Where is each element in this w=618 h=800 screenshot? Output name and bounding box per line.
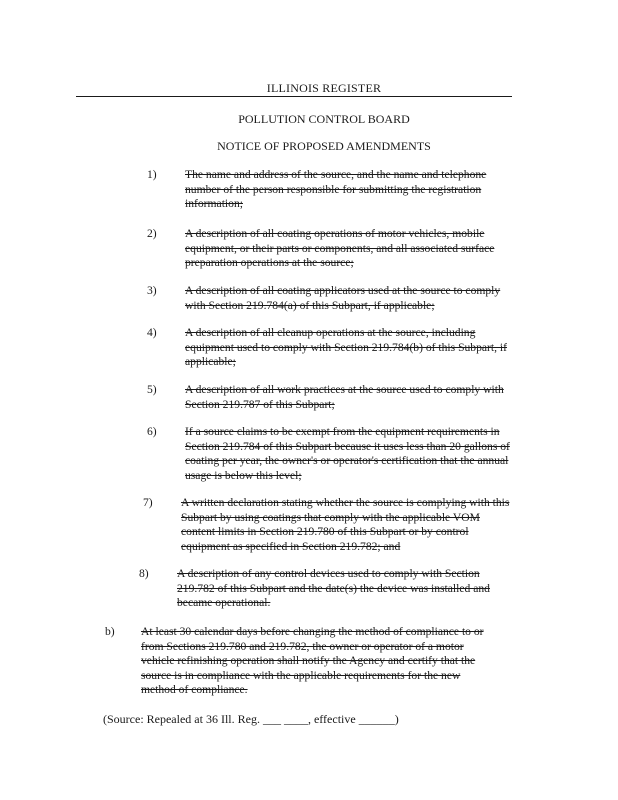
item-text: A description of any control devices used to comply with Section 219.782 of this Subpart and the date(s) the device was installed and became operational. — [177, 567, 490, 610]
item-number: 2) — [147, 227, 157, 240]
item-text: A description of all coating operations of motor vehicles, mobile equipment, or their parts or components, and all associated surface preparation operations at the source; — [185, 227, 495, 270]
item-number: 7) — [143, 496, 153, 509]
item-text: A description of all cleanup operations at the source, including equipment used to comply with Section 219.784(b) of this Subpart, if applicable; — [185, 326, 508, 369]
header-rule — [76, 96, 512, 97]
item-number: 4) — [147, 326, 157, 339]
item-text: A description of all coating applicators used at the source to comply with Section 219.784(a) of this Subpart, if applicable; — [185, 284, 501, 312]
item-number: 5) — [147, 383, 157, 396]
notice-title: NOTICE OF PROPOSED AMENDMENTS — [217, 139, 431, 153]
register-header: ILLINOIS REGISTER — [266, 81, 382, 95]
item-number: 6) — [147, 425, 157, 438]
item-text: A written declaration stating whether the source is complying with this Subpart by using coatings that comply with the applicable VOM content limits in Section 219.780 of this Subpart or by control equipment as specified in Section 219.782; and — [181, 496, 510, 553]
paragraph-text: At least 30 calendar days before changing the method of compliance to or from Sections 219.780 and 219.782, the owner or operator of a motor vehicle refinishing operation shall notify the Agency and certify that the source is in compliance with the applicable requirements for the new method of compliance. — [141, 625, 484, 697]
item-number: 8) — [139, 567, 149, 580]
paragraph-label: b) — [105, 625, 115, 638]
source-note: (Source: Repealed at 36 Ill. Reg. ___ ____, effective ______) — [103, 712, 399, 726]
item-number: 3) — [147, 284, 157, 297]
agency-title: POLLUTION CONTROL BOARD — [238, 112, 410, 126]
item-text: A description of all work practices at the source used to comply with Section 219.787 of this Subpart; — [185, 383, 504, 411]
item-text: If a source claims to be exempt from the equipment requirements in Section 219.784 of this Subpart because it uses less than 20 gallons of coating per year, the owner's or operator's certification that the annual usage is below this level; — [185, 425, 510, 482]
item-number: 1) — [147, 168, 157, 181]
item-text: The name and address of the source, and the name and telephone number of the person responsible for submitting the registration information; — [185, 168, 487, 211]
